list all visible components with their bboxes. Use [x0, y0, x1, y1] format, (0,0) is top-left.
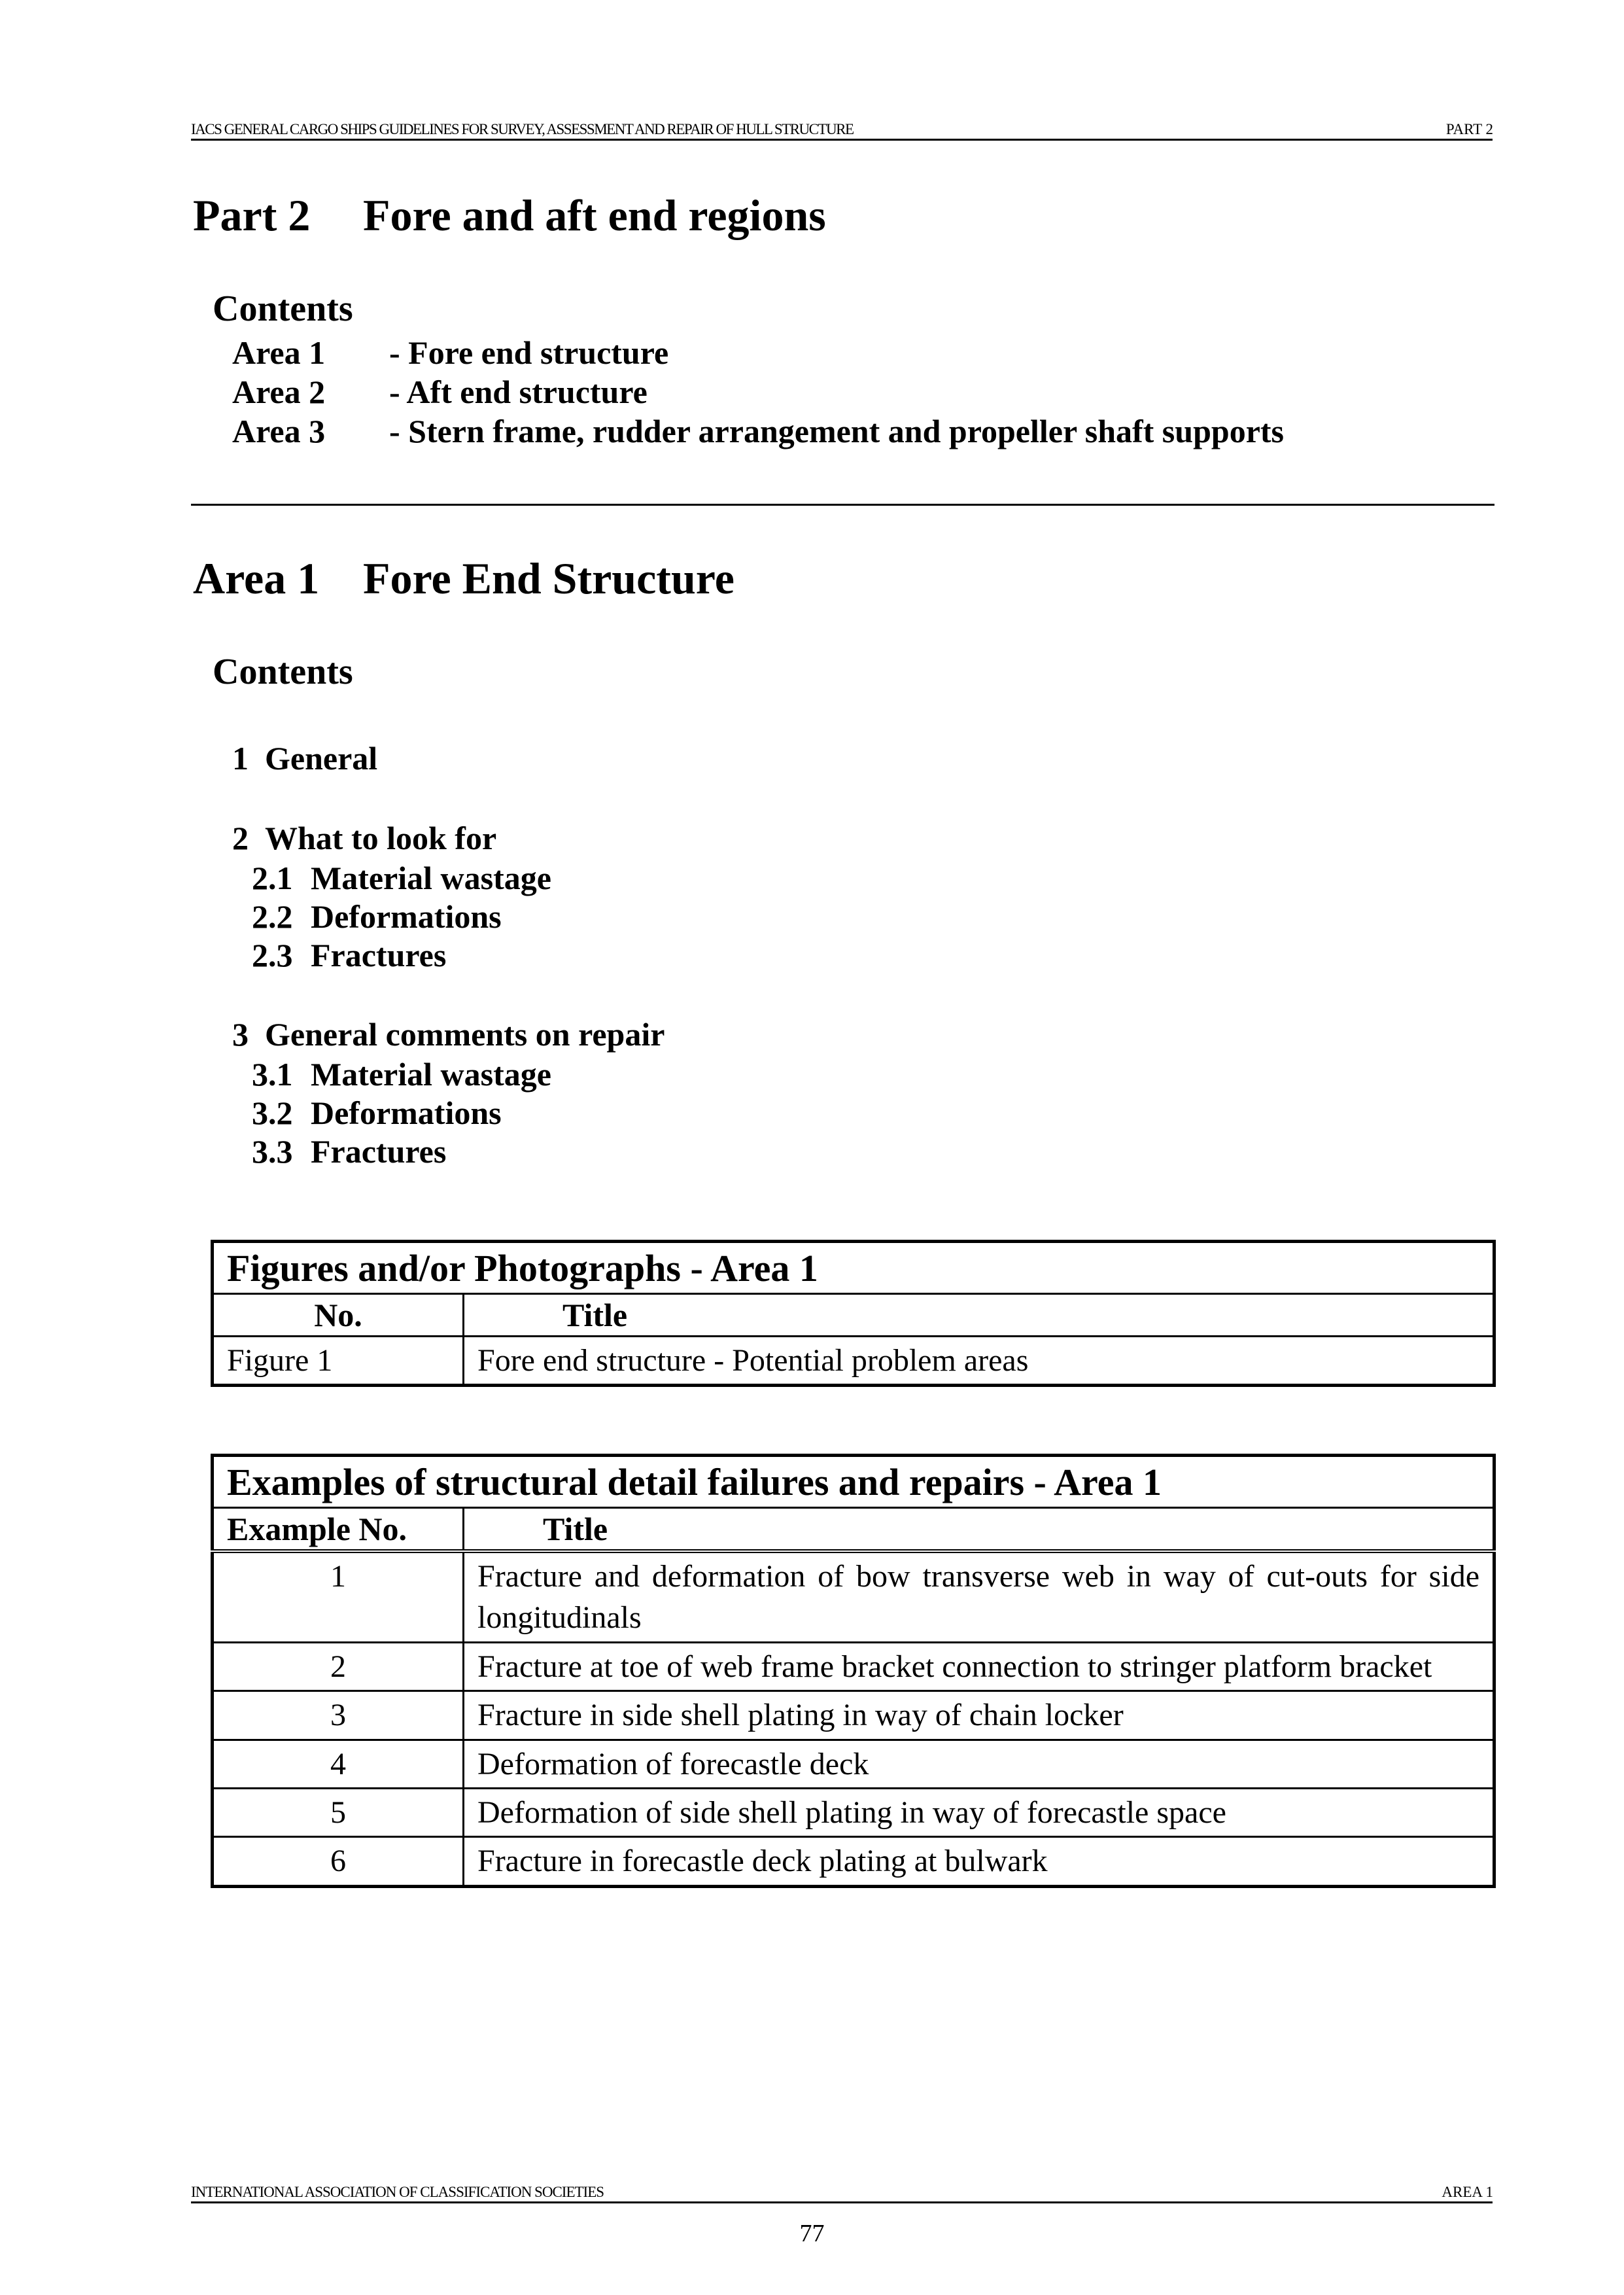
running-header-title: IACS GENERAL CARGO SHIPS GUIDELINES FOR SURVEY, ASSESSMENT AND REPAIR OF HULL STRUCTURE — [191, 121, 854, 137]
table-row — [213, 1337, 1494, 1386]
footer-area: AREA 1 — [1442, 2184, 1493, 2200]
example-number: 2 — [213, 1642, 464, 1691]
section-number: 3 — [232, 1016, 249, 1053]
table-row — [213, 1837, 1494, 1886]
toc-subsection — [252, 1132, 446, 1170]
table-header-row — [213, 1293, 1494, 1337]
footer-organization: INTERNATIONAL ASSOCIATION OF CLASSIFICATION SOCIETIES — [191, 2184, 604, 2200]
section-title: General comments on repair — [265, 1016, 665, 1053]
toc-area-label: Area 2 — [232, 374, 326, 410]
example-title: Deformation of forecastle deck — [464, 1740, 1494, 1788]
section-number: 3.3 — [252, 1133, 293, 1170]
section-number: 2.1 — [252, 860, 293, 896]
part-title: Fore and aft end regions — [363, 190, 826, 240]
area-number: Area 1 — [193, 553, 320, 603]
section-number: 2.2 — [252, 898, 293, 935]
table-header-row — [213, 1507, 1494, 1551]
toc-subsection — [252, 936, 446, 974]
table-caption-row — [213, 1456, 1494, 1508]
column-header-title: Title — [464, 1293, 1494, 1337]
section-title: Deformations — [311, 898, 502, 935]
toc-row — [232, 373, 648, 411]
section-title: Deformations — [311, 1095, 502, 1131]
section-title: Fractures — [311, 937, 447, 973]
toc-area-title: - Stern frame, rudder arrangement and propeller shaft supports — [389, 413, 1284, 449]
area-heading — [193, 553, 734, 604]
examples-table-caption: Examples of structural detail failures and repairs - Area 1 — [213, 1456, 1494, 1508]
section-number: 2 — [232, 820, 249, 856]
toc-area-title: - Fore end structure — [389, 334, 669, 371]
toc-section — [232, 819, 496, 857]
example-title: Fracture in side shell plating in way of chain locker — [464, 1691, 1494, 1740]
toc-area-label: Area 3 — [232, 413, 326, 449]
section-divider — [191, 504, 1494, 506]
section-number: 1 — [232, 740, 249, 777]
example-number: 5 — [213, 1788, 464, 1836]
toc-subsection — [252, 1055, 551, 1093]
example-number: 1 — [213, 1551, 464, 1642]
footer-rule — [191, 2201, 1493, 2203]
running-header-part: PART 2 — [1445, 121, 1493, 137]
table-caption-row — [213, 1242, 1494, 1294]
part-contents-heading: Contents — [213, 289, 353, 329]
section-number: 2.3 — [252, 937, 293, 973]
column-header-no: No. — [213, 1293, 464, 1337]
example-number: 3 — [213, 1691, 464, 1740]
toc-subsection — [252, 1094, 502, 1132]
section-title: Material wastage — [311, 1056, 551, 1093]
figure-title: Fore end structure - Potential problem areas — [464, 1337, 1494, 1386]
toc-row — [232, 412, 1284, 450]
section-number: 3.1 — [252, 1056, 293, 1093]
example-number: 6 — [213, 1837, 464, 1886]
toc-area-title: - Aft end structure — [389, 374, 648, 410]
toc-section — [232, 1015, 665, 1053]
table-row — [213, 1642, 1494, 1691]
figure-number: Figure 1 — [213, 1337, 464, 1386]
section-title: What to look for — [265, 820, 497, 856]
table-row — [213, 1740, 1494, 1788]
section-number: 3.2 — [252, 1095, 293, 1131]
column-header-example-no: Example No. — [213, 1507, 464, 1551]
toc-subsection — [252, 898, 502, 936]
part-heading — [193, 190, 826, 241]
example-title: Deformation of side shell plating in way of forecastle space — [464, 1788, 1494, 1836]
toc-subsection — [252, 859, 551, 897]
examples-table — [211, 1454, 1496, 1888]
column-header-title: Title — [464, 1507, 1494, 1551]
header-rule — [191, 139, 1493, 141]
figures-table-caption: Figures and/or Photographs - Area 1 — [213, 1242, 1494, 1294]
table-row — [213, 1551, 1494, 1642]
example-title: Fracture in forecastle deck plating at bulwark — [464, 1837, 1494, 1886]
table-row — [213, 1788, 1494, 1836]
toc-row — [232, 334, 668, 372]
part-number: Part 2 — [193, 190, 311, 240]
example-title: Fracture at toe of web frame bracket connection to stringer platform bracket — [464, 1642, 1494, 1691]
example-title: Fracture and deformation of bow transverse web in way of cut-outs for side longitudinals — [464, 1551, 1494, 1642]
section-title: Material wastage — [311, 860, 551, 896]
toc-area-label: Area 1 — [232, 334, 326, 371]
section-title: Fractures — [311, 1133, 447, 1170]
figures-table — [211, 1240, 1496, 1387]
example-number: 4 — [213, 1740, 464, 1788]
toc-section — [232, 739, 377, 777]
page-number: 77 — [799, 2220, 825, 2247]
section-title: General — [265, 740, 378, 777]
area-title: Fore End Structure — [363, 553, 734, 603]
table-row — [213, 1691, 1494, 1740]
area-contents-heading: Contents — [213, 652, 353, 692]
